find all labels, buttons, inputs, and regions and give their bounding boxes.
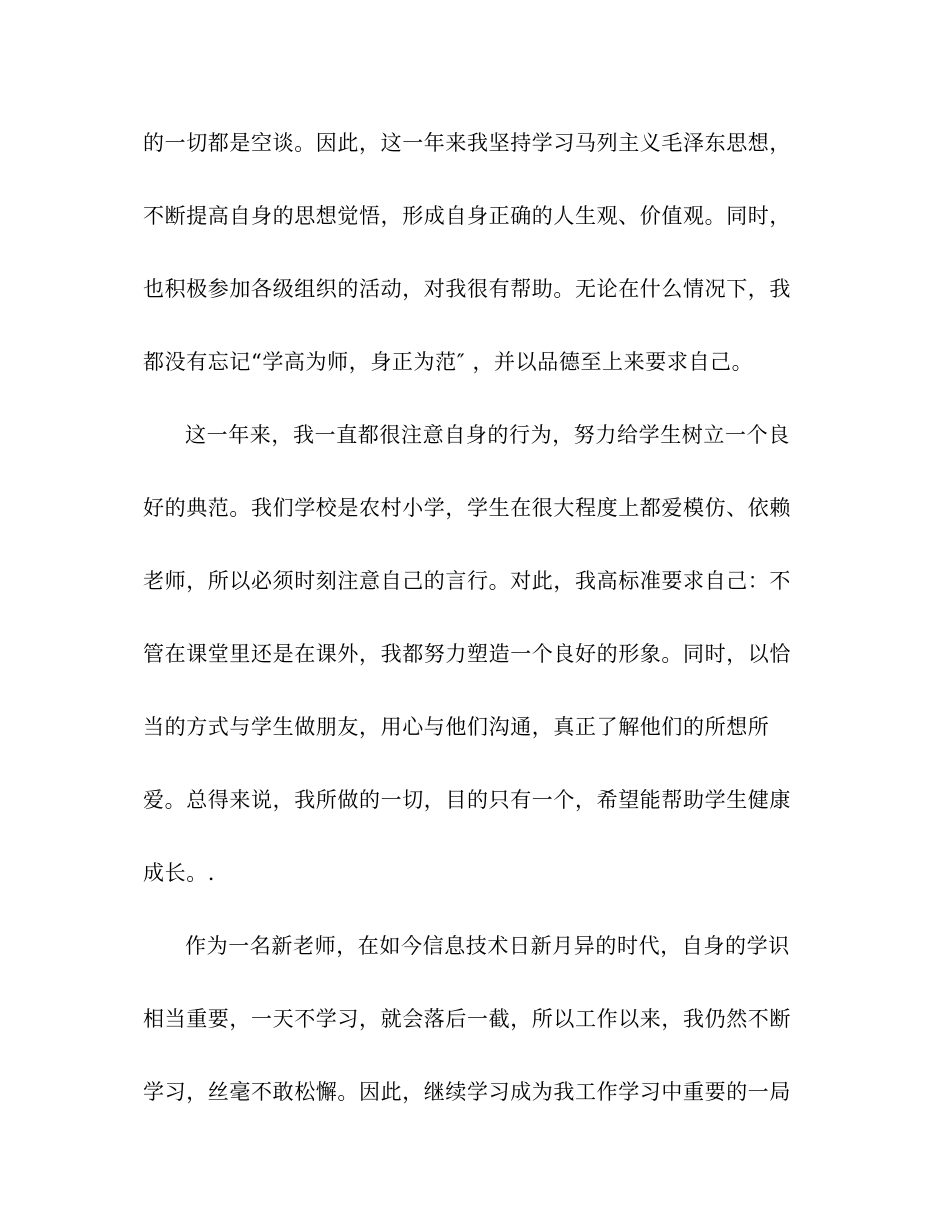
- text-line: 都没有忘记“学高为师，身正为范″ ，并以品德至上来要求自己。: [143, 350, 754, 374]
- text-line: 也积极参加各级组织的活动，对我很有帮助。无论在什么情况下，我: [143, 277, 791, 301]
- text-line: 老师，所以必须时刻注意自己的言行。对此，我高标准要求自己：不: [143, 569, 791, 593]
- text-line: 爱。总得来说，我所做的一切，目的只有一个，希望能帮助学生健康: [143, 788, 791, 812]
- text-line: 管在课堂里还是在课外，我都努力塑造一个良好的形象。同时，以恰: [143, 642, 791, 666]
- text-line: 成长。.: [143, 861, 216, 885]
- text-line: 相当重要，一天不学习，就会落后一截，所以工作以来，我仍然不断: [143, 1007, 791, 1031]
- paragraph-first-line: 作为一名新老师，在如今信息技术日新月异的时代，自身的学识: [185, 934, 790, 958]
- text-line: 的一切都是空谈。因此，这一年来我坚持学习马列主义毛泽东思想，: [143, 131, 791, 155]
- text-line: 当的方式与学生做朋友，用心与他们沟通，真正了解他们的所想所: [143, 715, 770, 739]
- text-line: 好的典范。我们学校是农村小学，学生在很大程度上都爱模仿、依赖: [143, 496, 791, 520]
- text-line: 不断提高自身的思想觉悟，形成自身正确的人生观、价值观。同时，: [143, 204, 791, 228]
- paragraph-first-line: 这一年来，我一直都很注意自身的行为，努力给学生树立一个良: [185, 423, 790, 447]
- text-line: 学习，丝毫不敢松懈。因此，继续学习成为我工作学习中重要的一局: [143, 1080, 791, 1104]
